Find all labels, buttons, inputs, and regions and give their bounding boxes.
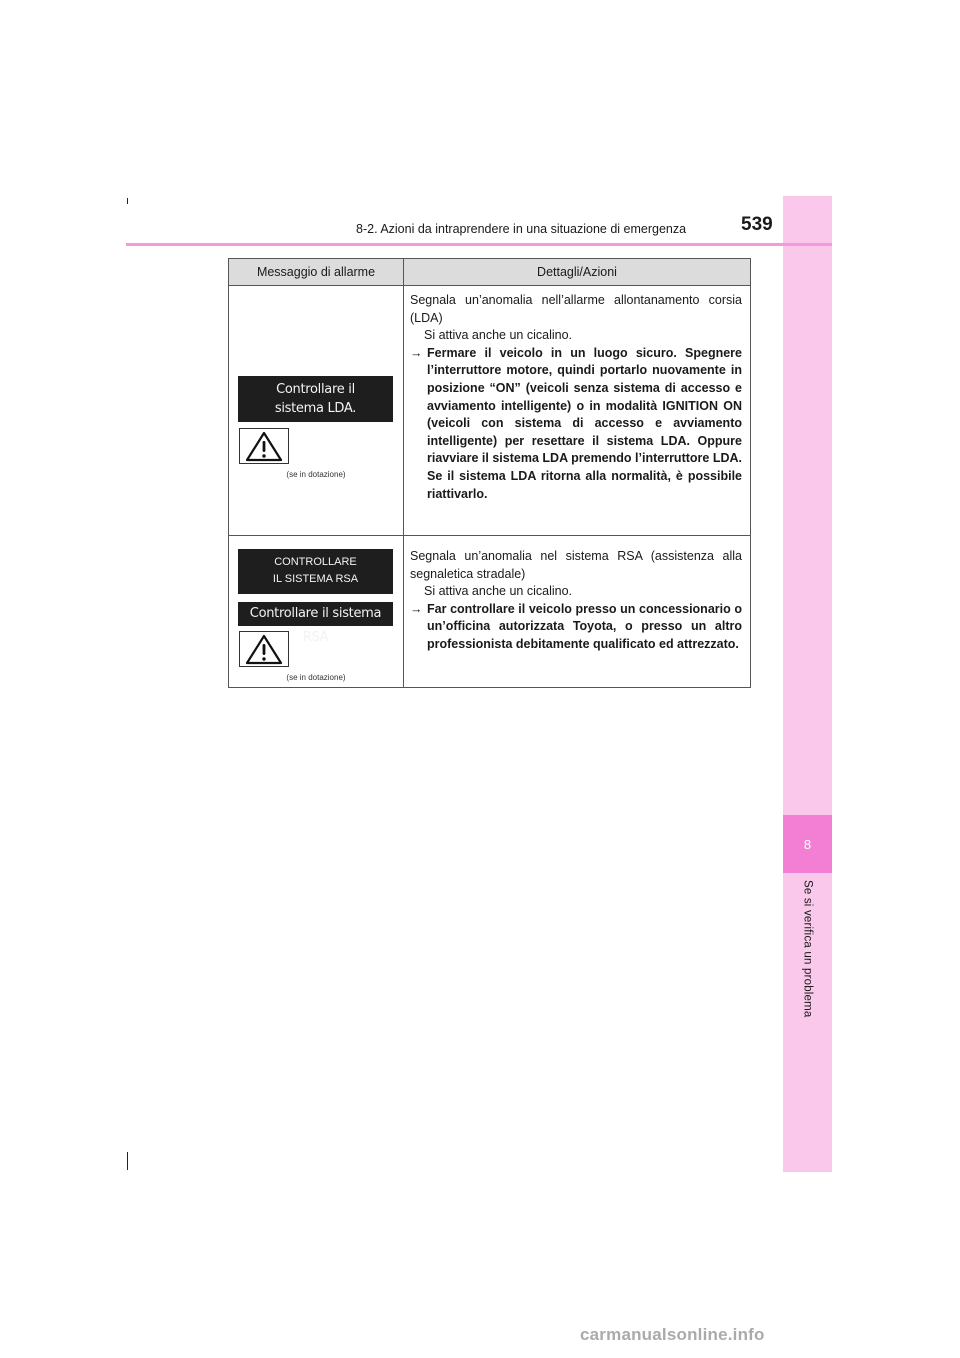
action-text: Far controllare il veicolo presso un concessionario o un’officina autorizzata Toyota, o presso un altro professionista debitamente qualificato ed attrezzato. [427, 601, 742, 651]
section-title: 8-2. Azioni da intraprendere in una situazione di emergenza [356, 222, 687, 236]
table-header-row [229, 259, 751, 286]
rsa-warning-display: Controllare il sistema RSA [238, 602, 393, 626]
warning-triangle-icon [239, 631, 289, 667]
crop-mark [127, 1152, 128, 1170]
buzzer-note: Si attiva anche un cicalino. [424, 328, 573, 343]
message-cell-lda [229, 286, 404, 536]
column-header-details: Dettagli/Azioni [404, 259, 751, 286]
details-cell-rsa [404, 536, 751, 688]
chapter-title: Se si verifica un problema [801, 880, 814, 1018]
action-instruction [410, 345, 742, 503]
arrow-icon: → [410, 601, 423, 616]
warning-triangle-icon [239, 428, 289, 464]
crop-mark [127, 198, 128, 204]
optional-note: (se in dotazione) [286, 673, 346, 682]
optional-note: (se in dotazione) [286, 470, 346, 479]
anomaly-description: Segnala un’anomalia nell’allarme allontanamento corsia (LDA) [410, 293, 742, 325]
rsa-warning-display-caps: CONTROLLARE IL SISTEMA RSA [238, 549, 393, 594]
buzzer-note: Si attiva anche un cicalino. [424, 584, 573, 599]
warning-message-table [228, 258, 751, 688]
anomaly-description: Segnala un’anomalia nel sistema RSA (assistenza alla segnaletica stradale) [410, 549, 742, 581]
page-number: 539 [741, 214, 773, 235]
arrow-icon: → [410, 345, 423, 360]
action-text: Fermare il veicolo in un luogo sicuro. Spegnere l’interruttore motore, quindi portarlo nuovamente in posizione “ON” (veicoli senza sistema di accesso e avviamento intelligente) o in modalità IGNITION ON (veicoli con sistema di accesso e avviamento intelligente) per resettare il sistema LDA. Oppure riavviare il sistema LDA premendo l’interruttore LDA. Se il sistema LDA ritorna alla normalità, è possibile riattivarlo. [427, 345, 742, 501]
column-header-message: Messaggio di allarme [229, 259, 404, 286]
watermark: carmanualsonline.info [580, 1325, 765, 1344]
header-rule [126, 243, 832, 246]
details-cell-lda [404, 286, 751, 536]
chapter-number: 8 [783, 815, 832, 873]
message-cell-rsa [229, 536, 404, 688]
table-row [229, 536, 751, 688]
table-row [229, 286, 751, 536]
action-instruction [410, 601, 742, 654]
lda-warning-display: Controllare il sistema LDA. [238, 376, 393, 422]
